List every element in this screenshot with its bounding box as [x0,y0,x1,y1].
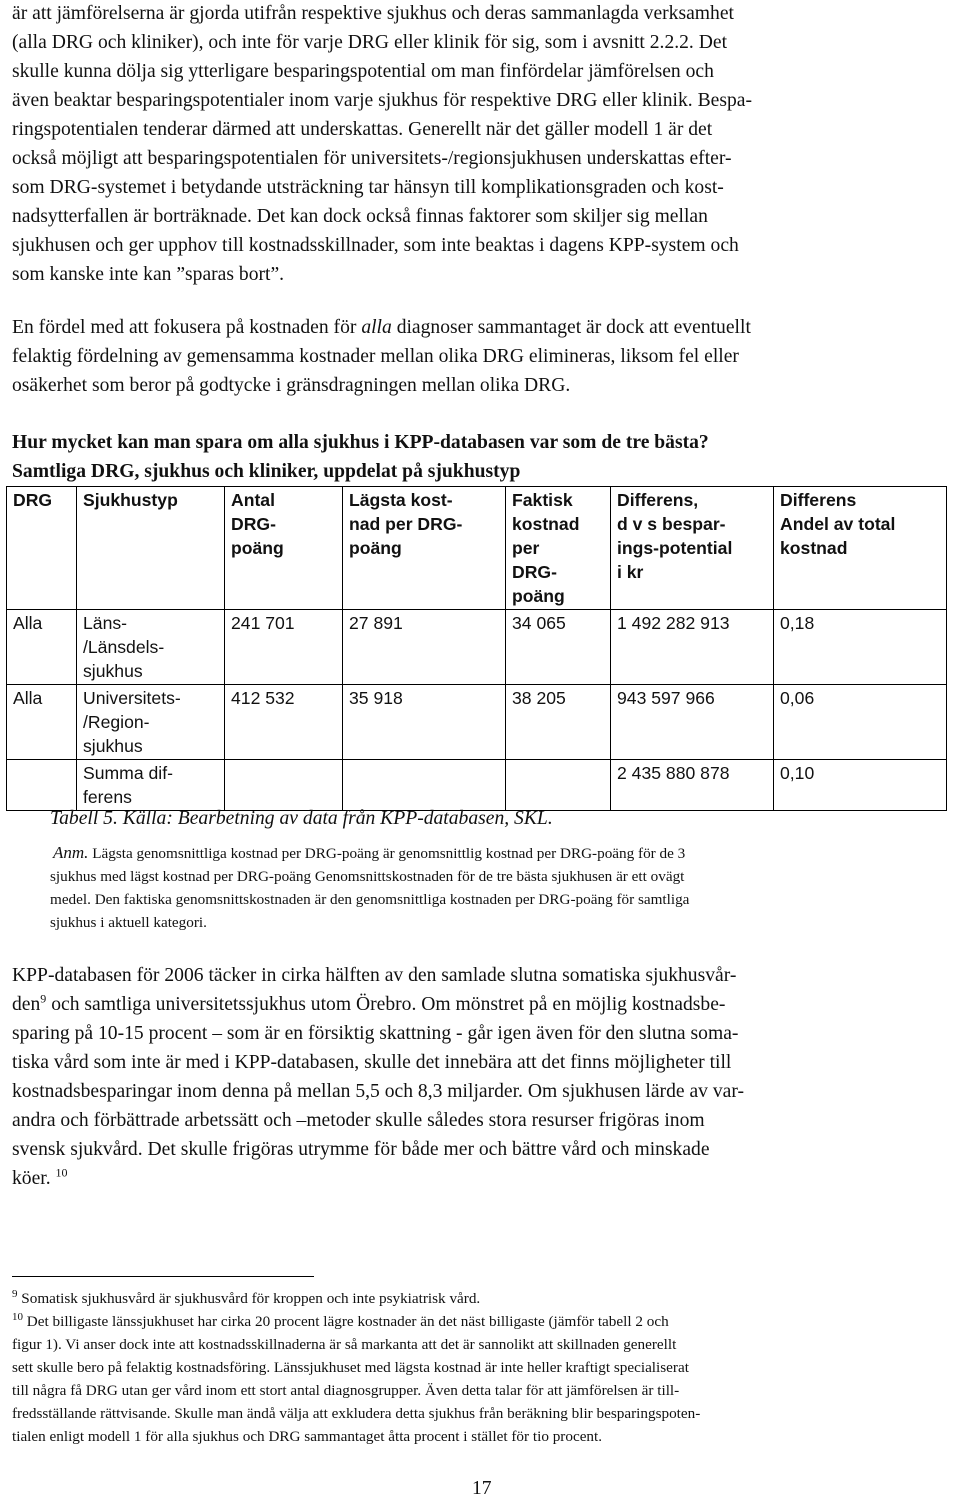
paragraph-1 [12,0,947,289]
note-line: medel. Den faktiska genomsnittskostnaden är den genomsnittliga kostnaden per DRG-poäng för samtliga [50,891,690,908]
footnote-line: till några få DRG utan ger vård inom ett stort antal diagnosgrupper. Även detta talar för att jämförelsen är till- [12,1382,680,1399]
table-cell: 0,18 [774,610,947,685]
table-cell: 2 435 880 878 [611,760,774,811]
table-cell: Universitets- /Region- sjukhus [77,685,225,760]
column-header: Sjukhustyp [77,487,225,610]
table-cell: 241 701 [225,610,343,685]
footnote-line: sett skulle bero på felaktig kostnadsföring. Länssjukhuset med lägsta kostnad är inte heller kraftigt specialiserat [12,1359,689,1376]
emphasis-text: alla [361,317,392,338]
text-line: som DRG-systemet i betydande utsträckning tar hänsyn till komplikationsgraden och kost- [12,177,724,198]
table-cell: 412 532 [225,685,343,760]
paragraph-2 [12,313,947,400]
table-cell: 0,06 [774,685,947,760]
text-line: skulle kunna dölja sig ytterligare besparingspotential om man finfördelar jämförelsen och [12,61,714,82]
note-line [50,841,950,865]
text-line: andra och förbättrade arbetssätt och –metoder skulle således stora resurser frigöras inom [12,1110,705,1131]
text-run: den [12,994,41,1015]
column-header: DRG [7,487,77,610]
column-header: Faktisk kostnad per DRG- poäng [506,487,611,610]
footnote [12,1310,952,1333]
heading-line: Samtliga DRG, sjukhus och kliniker, uppdelat på sjukhustyp [12,461,521,482]
text-line: även beaktar besparingspotentialer inom varje sjukhus för respektive DRG eller klinik. Bespa- [12,90,752,111]
table-cell: Alla [7,610,77,685]
text-line: osäkerhet som beror på godtycke i gränsdragningen mellan olika DRG. [12,375,571,396]
table-cell: 34 065 [506,610,611,685]
table-cell [225,760,343,811]
text-line: också möjligt att besparingspotentialen för universitets-/regionsjukhusen underskattas efter- [12,148,732,169]
footnote-line: fredsställande rättvisande. Skulle man ändå välja att exkludera detta sjukhus från beräkning blir besparingspoten- [12,1405,701,1422]
table-row [7,685,947,760]
footnote-line: tialen enligt modell 1 för alla sjukhus och DRG sammantaget åtta procent i stället för tio procent. [12,1428,603,1445]
table-cell: 38 205 [506,685,611,760]
text-run: köer. [12,1168,51,1189]
text-line: som kanske inte kan ”sparas bort”. [12,264,285,285]
text-line [12,990,947,1019]
paragraph-3 [12,961,947,1193]
footnote-line: figur 1). Vi anser dock inte att kostnadsskillnaderna är så markanta att det är sannolikt att skillnaden generellt [12,1336,677,1353]
footnote-ref[interactable]: 10 [55,1165,68,1180]
table-row [7,610,947,685]
table-header-row [7,487,947,610]
heading-line: Hur mycket kan man spara om alla sjukhus i KPP-databasen var som de tre bästa? [12,432,709,453]
table-cell: 0,10 [774,760,947,811]
table-cell: 27 891 [343,610,506,685]
note-line: sjukhus med lägst kostnad per DRG-poäng Genomsnittskostnaden för de tre bästa sjukhusen är ett ovägt [50,868,685,885]
text-line: sjukhusen och ger upphov till kostnadsskillnader, som inte beaktas i dagens KPP-system och [12,235,739,256]
table-cell: 1 492 282 913 [611,610,774,685]
footnote-text: Det billigaste länssjukhuset har cirka 20 procent lägre kostnader än det näst billigaste (jämför tabell 2 och [23,1313,669,1330]
table-cell: Summa dif- ferens [77,760,225,811]
column-header: Lägsta kost- nad per DRG- poäng [343,487,506,610]
text-line: sparing på 10-15 procent – som är en försiktig skattning - går igen även för den slutna soma- [12,1023,739,1044]
footnote-number: 10 [12,1310,23,1323]
text-run: En fördel med att fokusera på kostnaden för [12,317,362,338]
table-cell: Läns- /Länsdels- sjukhus [77,610,225,685]
text-line [12,313,947,342]
footnotes [12,1287,952,1448]
table-note [50,841,950,934]
column-header: Differens, d v s bespar- ings-potential i kr [611,487,774,610]
text-line: tiska vård som inte är med i KPP-databasen, skulle det innebära att det finns möjligheter till [12,1052,732,1073]
note-label: Anm. [53,843,89,862]
footnote-number: 9 [12,1287,18,1300]
table-cell [506,760,611,811]
text-line: felaktig fördelning av gemensamma kostnader mellan olika DRG elimineras, liksom fel eller [12,346,739,367]
text-line: (alla DRG och kliniker), och inte för varje DRG eller klinik för sig, som i avsnitt 2.2.2. Det [12,32,728,53]
table-cell: Alla [7,685,77,760]
table-summary-row [7,760,947,811]
table-heading [12,428,947,486]
text-line: ringspotentialen tenderar därmed att underskattas. Generellt när det gäller modell 1 är det [12,119,713,140]
table-cell: 35 918 [343,685,506,760]
text-line: KPP-databasen för 2006 täcker in cirka hälften av den samlade slutna somatiska sjukhusvår- [12,965,737,986]
text-run: Lägsta genomsnittliga kostnad per DRG-poäng är genomsnittlig kostnad per DRG-poäng för de 3 [88,845,686,862]
text-line: nadsytterfallen är borträknade. Det kan dock också finnas faktorer som skiljer sig mellan [12,206,708,227]
text-line [12,1164,947,1193]
table-cell [343,760,506,811]
text-run: diagnoser sammantaget är dock att eventuellt [391,317,751,338]
table-cell [7,760,77,811]
footnote-divider [12,1276,314,1277]
text-line: svensk sjukvård. Det skulle frigöras utrymme för både mer och bättre vård och minskade [12,1139,710,1160]
footnote-ref[interactable]: 9 [40,991,47,1006]
note-line: sjukhus i aktuell kategori. [50,914,207,931]
text-line: kostnadsbesparingar inom denna på mellan 5,5 och 8,3 miljarder. Om sjukhusen lärde av var- [12,1081,745,1102]
table-cell: 943 597 966 [611,685,774,760]
text-run: och samtliga universitetssjukhus utom Örebro. Om mönstret på en möjlig kostnadsbe- [46,994,726,1015]
savings-table [6,486,947,811]
footnote-text: Somatisk sjukhusvård är sjukhusvård för kroppen och inte psykiatrisk vård. [17,1290,481,1307]
footnote [12,1287,952,1310]
column-header: Differens Andel av total kostnad [774,487,947,610]
text-line: är att jämförelserna är gjorda utifrån respektive sjukhus och deras sammanlagda verksamhet [12,3,734,24]
table-caption: Tabell 5. Källa: Bearbetning av data från KPP-databasen, SKL. [50,808,553,829]
column-header: Antal DRG- poäng [225,487,343,610]
page-number: 17 [472,1478,492,1499]
